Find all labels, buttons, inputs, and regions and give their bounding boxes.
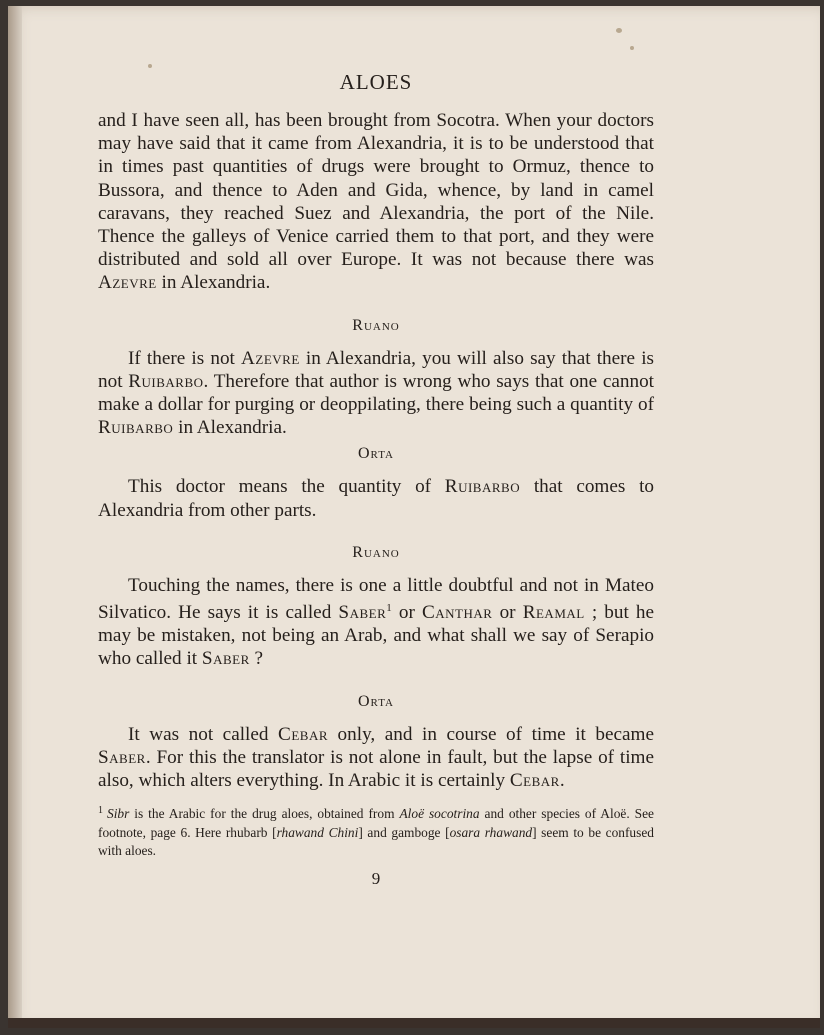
page-gutter [8, 6, 22, 1028]
paragraph-4: Touching the names, there is one a little doubtful and not in Mateo Silvatico. He says it is called Saber$^1$ or Canthar or Reamal ; but he may be mistaken, not being an Arab, and what shall we say of Serapio who called it Saber ? [98, 574, 655, 670]
speaker-orta: Orta [357, 692, 394, 710]
term-azevre: Azevre [98, 272, 157, 294]
speaker-ruano: Ruano [352, 543, 400, 561]
page-bottom-edge [8, 1018, 820, 1028]
footnote-number: 1 [98, 805, 103, 817]
footnote-marker: 1 [386, 602, 392, 615]
speaker-ruano: Ruano [352, 316, 400, 334]
paper-speck [630, 46, 634, 50]
paragraph-2: If there is not Azevre in Alexandria, you will also say that there is not Ruibarbo. Therefore that author is wrong who says that one cannot make a dollar for purging or deoppilating, there being such a quantity of Ruibarbo in Alexandria. [98, 347, 654, 439]
paragraph-1: and I have seen all, has been brought from Socotra. When your doctors may have said that it came from Alexandria, it is to be understood that in times past quantities of drugs were brought to Ormuz, thence to Bussora, and thence to Aden and Gida, whence, by land in camel caravans, they reached Suez and Alexandria, the port of the Nile. Thence the galleys of Venice carried them to that port, and they were distributed and sold all over Europe. It was not because there was Azevre in Alexandria. [98, 110, 654, 294]
term-canthar: Canthar [421, 602, 493, 624]
running-head: ALOES [339, 70, 413, 94]
page-content [98, 70, 654, 889]
paper-speck [148, 64, 152, 68]
paper-speck [616, 28, 622, 33]
term-saber: Saber [201, 648, 250, 670]
page-number: 9 [371, 868, 381, 888]
speaker-orta: Orta [357, 445, 394, 463]
footnote: $^1$ Sibr is the Arabic for the drug aloes, obtained from Aloë socotrina and other species of Aloë. See footnote, page 6. Here rhubarb [rhawand Chini] and gamboge [osara rhawand] seem to be confused with aloes. [98, 805, 654, 859]
paragraph-5: It was not called Cebar only, and in course of time it became Saber. For this the translator is not alone in fault, but the lapse of time also, which alters everything. In Arabic it is certainly Cebar. [98, 723, 654, 792]
term-cebar: Cebar [509, 770, 560, 792]
term-ruibarbo: Ruibarbo [98, 417, 174, 439]
term-saber: Saber [338, 602, 387, 624]
term-saber: Saber [98, 746, 146, 768]
term-ruibarbo: Ruibarbo [444, 476, 521, 498]
term-ruibarbo: Ruibarbo [128, 370, 204, 392]
term-reamal: Reamal [522, 602, 585, 624]
term-azevre: Azevre [241, 347, 300, 369]
paragraph-3: This doctor means the quantity of Ruibarbo that comes to Alexandria from other parts. [98, 476, 654, 521]
book-page [8, 6, 820, 1028]
term-cebar: Cebar [278, 723, 329, 745]
